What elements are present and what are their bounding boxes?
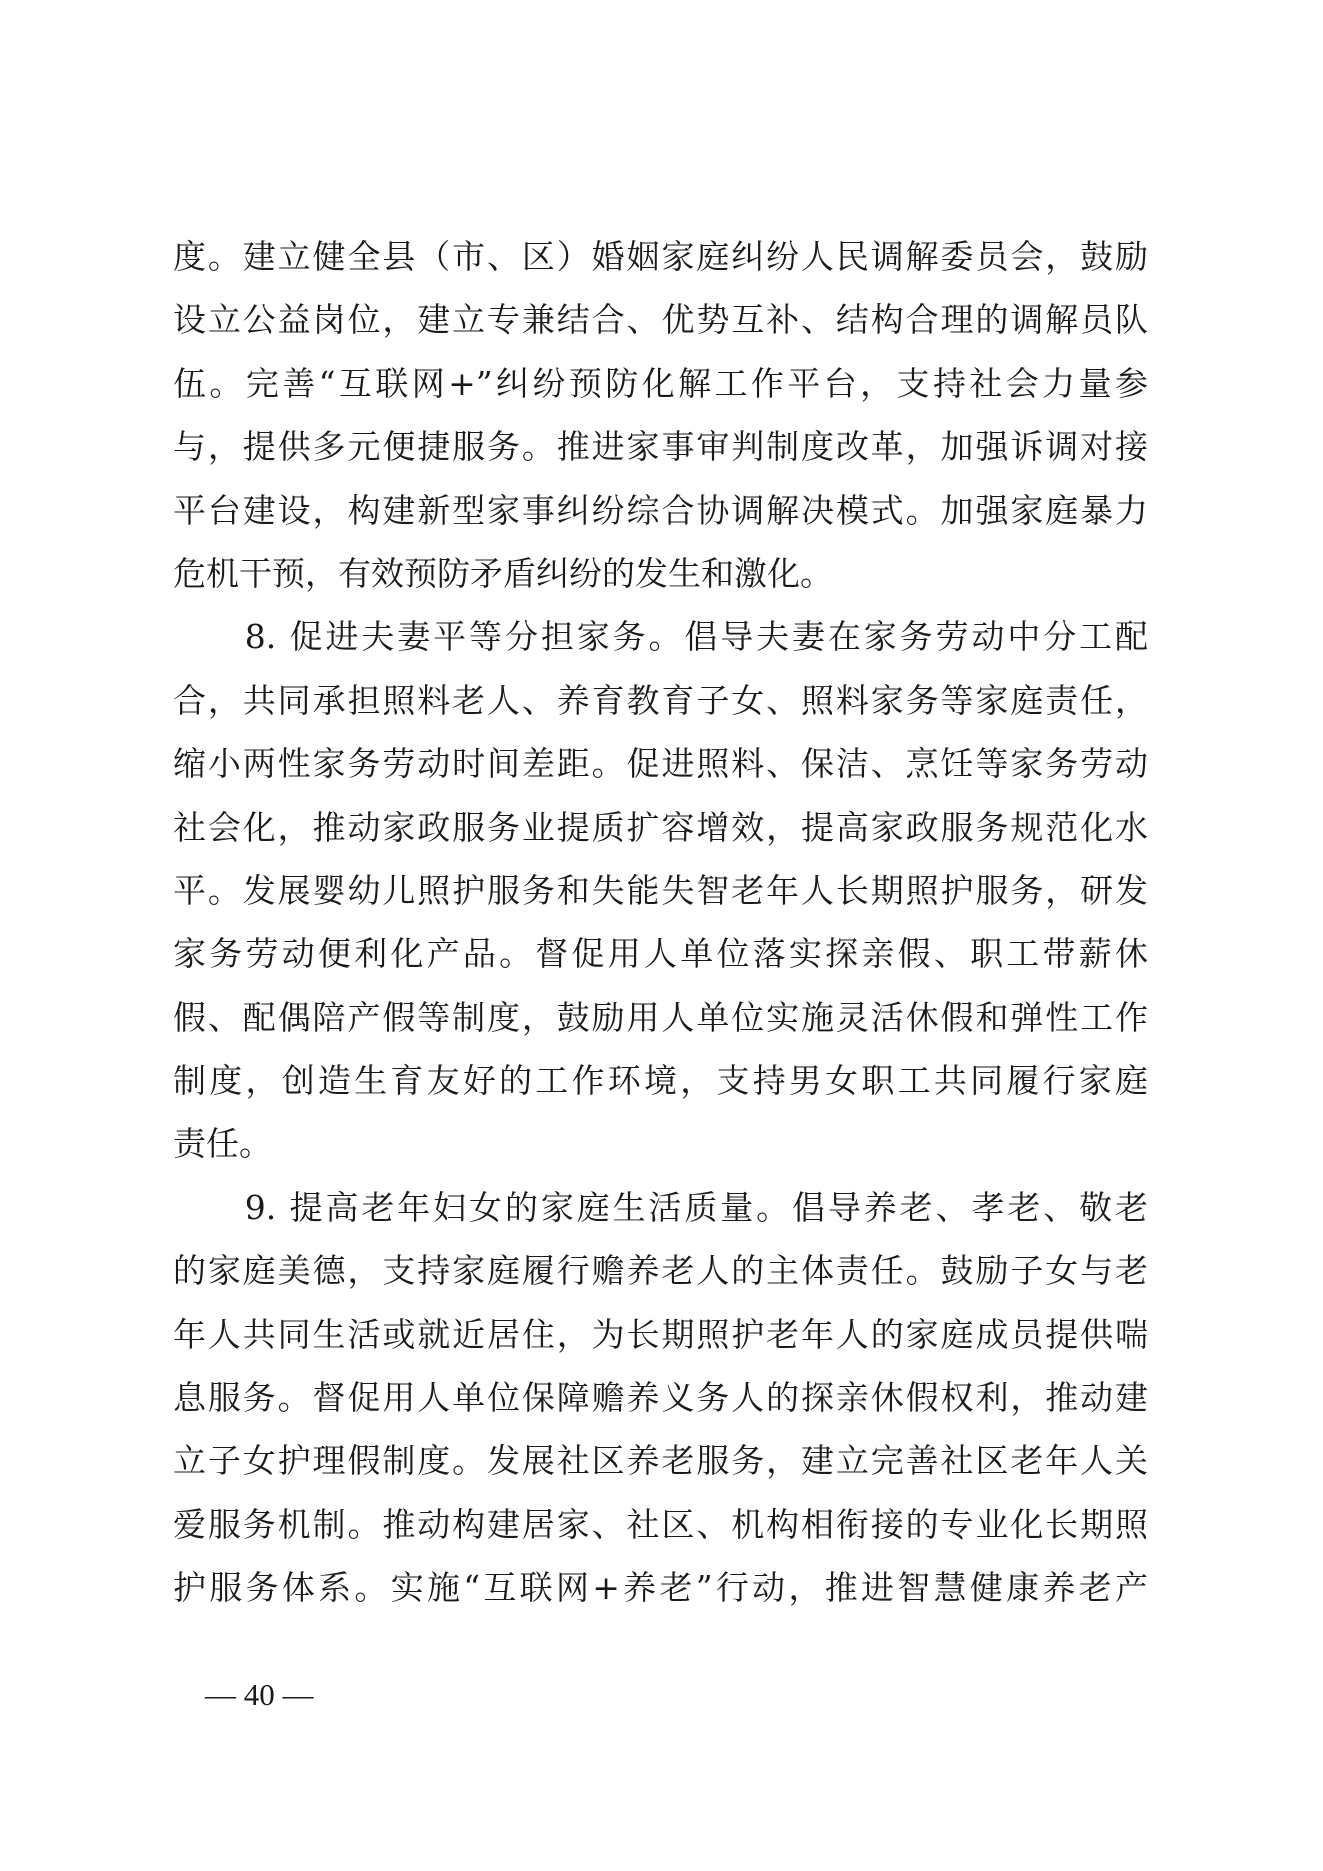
text-line-19: 息服务。督促用人单位保障赡养义务人的探亲休假权利，推动建 (173, 1378, 1148, 1418)
text-line-5: 平台建设，构建新型家事纠纷综合协调解决模式。加强家庭暴力 (173, 490, 1148, 530)
text-line-15: 责任。 (173, 1124, 272, 1164)
text-line-4: 与，提供多元便捷服务。推进家事审判制度改革，加强诉调对接 (173, 427, 1148, 467)
text-line-8: 合，共同承担照料老人、养育教育子女、照料家务等家庭责任， (173, 680, 1148, 720)
text-line-3: 伍。完善“互联网+”纠纷预防化解工作平台，支持社会力量参 (173, 363, 1148, 403)
text-line-22: 护服务体系。实施“互联网+养老”行动，推进智慧健康养老产 (173, 1568, 1148, 1608)
text-line-17: 的家庭美德，支持家庭履行赡养老人的主体责任。鼓励子女与老 (173, 1251, 1148, 1291)
text-line-7: 8. 促进夫妻平等分担家务。倡导夫妻在家务劳动中分工配 (173, 617, 1148, 657)
text-line-12: 家务劳动便利化产品。督促用人单位落实探亲假、职工带薪休 (173, 934, 1148, 974)
page-number: — 40 — (205, 1677, 314, 1712)
text-line-11: 平。发展婴幼儿照护服务和失能失智老年人长期照护服务，研发 (173, 870, 1148, 910)
text-line-21: 爱服务机制。推动构建居家、社区、机构相衔接的专业化长期照 (173, 1504, 1148, 1544)
text-line-1: 度。建立健全县（市、区）婚姻家庭纠纷人民调解委员会，鼓励 (173, 237, 1148, 276)
text-line-13: 假、配偶陪产假等制度，鼓励用人单位实施灵活休假和弹性工作 (173, 997, 1148, 1037)
text-line-18: 年人共同生活或就近居住，为长期照护老年人的家庭成员提供喘 (173, 1314, 1148, 1354)
text-line-2: 设立公益岗位，建立专兼结合、优势互补、结构合理的调解员队 (173, 300, 1148, 340)
text-line-10: 社会化，推动家政服务业提质扩容增效，提高家政服务规范化水 (173, 807, 1148, 847)
text-line-20: 立子女护理假制度。发展社区养老服务，建立完善社区老年人关 (173, 1441, 1148, 1481)
text-line-9: 缩小两性家务劳动时间差距。促进照料、保洁、烹饪等家务劳动 (173, 744, 1148, 784)
text-line-14: 制度，创造生育友好的工作环境，支持男女职工共同履行家庭 (173, 1061, 1148, 1101)
text-line-6: 危机干预，有效预防矛盾纠纷的发生和激化。 (173, 553, 833, 593)
text-line-16: 9. 提高老年妇女的家庭生活质量。倡导养老、孝老、敬老 (173, 1187, 1148, 1227)
body-text (173, 225, 1148, 1620)
